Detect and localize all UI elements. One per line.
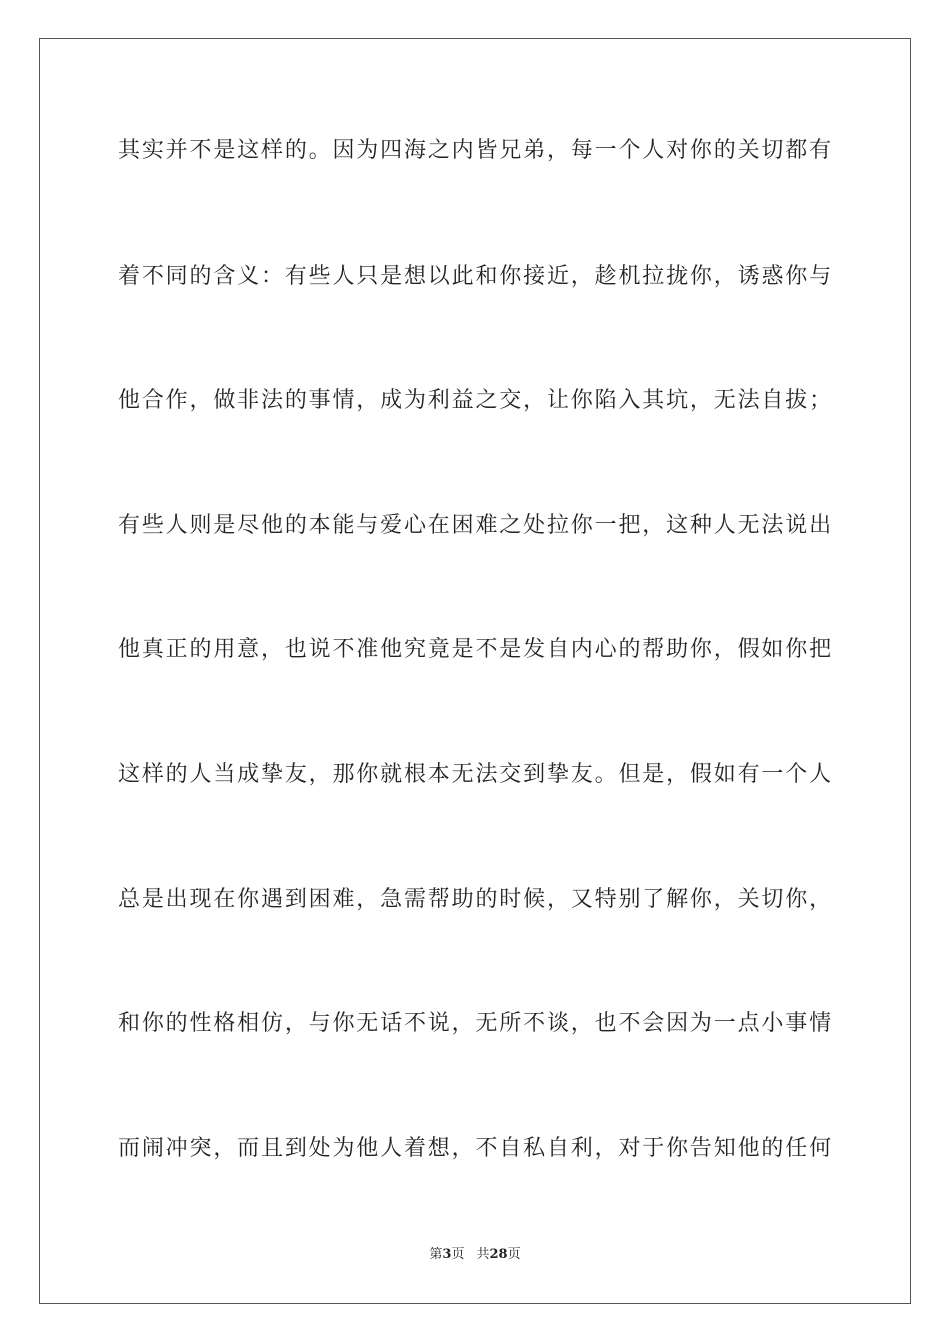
text-line: 这样的人当成挚友，那你就根本无法交到挚友。但是，假如有一个人 (118, 762, 832, 787)
text-line: 而闹冲突，而且到处为他人着想，不自私自利，对于你告知他的任何 (118, 1136, 832, 1161)
text-line: 他合作，做非法的事情，成为利益之交，让你陷入其坑，无法自拔； (118, 388, 832, 413)
text-line: 其实并不是这样的。因为四海之内皆兄弟，每一个人对你的关切都有 (118, 138, 832, 163)
total-suffix: 页 (507, 1247, 521, 1262)
total-pages: 28 (489, 1247, 508, 1262)
page-border (39, 38, 911, 1304)
page-number: 3 (442, 1247, 452, 1262)
text-line: 着不同的含义：有些人只是想以此和你接近，趁机拉拢你，诱惑你与 (118, 264, 832, 289)
text-line: 总是出现在你遇到困难，急需帮助的时候，又特别了解你，关切你， (118, 887, 832, 912)
text-line: 和你的性格相仿，与你无话不说，无所不谈，也不会因为一点小事情 (118, 1011, 832, 1036)
text-line: 他真正的用意，也说不准他究竟是不是发自内心的帮助你，假如你把 (118, 637, 832, 662)
text-line: 有些人则是尽他的本能与爱心在困难之处拉你一把，这种人无法说出 (118, 513, 832, 538)
page-footer (0, 1246, 950, 1264)
total-prefix: 共 (476, 1247, 490, 1262)
page-suffix: 页 (451, 1247, 465, 1262)
page-prefix: 第 (429, 1247, 443, 1262)
